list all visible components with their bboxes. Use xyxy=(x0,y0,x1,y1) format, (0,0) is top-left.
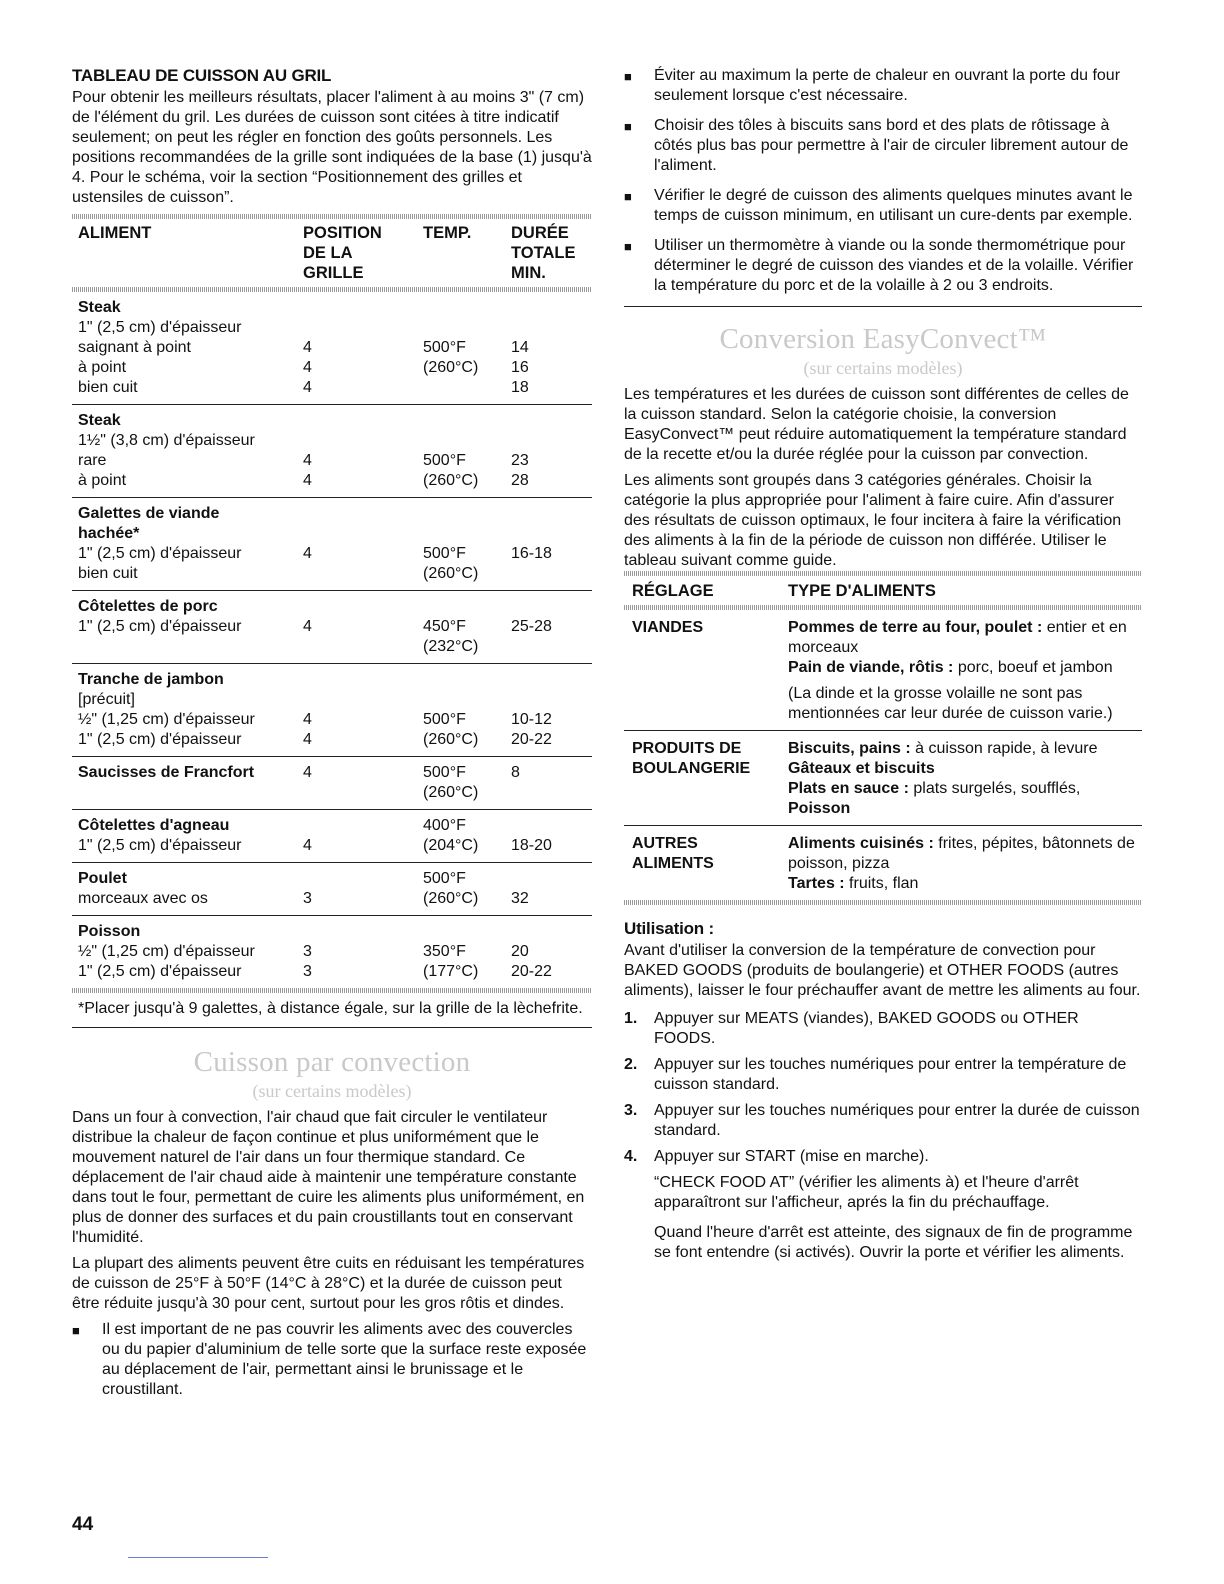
convection-bullet xyxy=(624,236,1142,296)
section-divider xyxy=(624,306,1142,307)
setting-other-l1: AUTRES xyxy=(632,835,698,852)
broil-position-cell: 4 xyxy=(303,359,312,376)
setting-other-l2: ALIMENTS xyxy=(632,855,714,872)
broil-row xyxy=(78,564,592,584)
other-line-2 xyxy=(788,874,1142,894)
baked-line-1-bold: Biscuits, pains : xyxy=(788,740,911,757)
baked-line-1 xyxy=(788,739,1142,759)
broil-row xyxy=(78,318,592,338)
broil-chart-title: TABLEAU DE CUISSON AU GRIL xyxy=(72,66,332,85)
broil-food-cell: 1" (2,5 cm) d'épaisseur xyxy=(78,963,242,980)
broil-row xyxy=(78,836,592,856)
broil-row xyxy=(78,763,592,783)
broil-food-cell: Côtelettes d'agneau xyxy=(78,817,230,834)
broil-time-cell xyxy=(511,318,591,338)
convection-bullet-text: Éviter au maximum la perte de chaleur en ouvrant la porte du four seulement lorsque c'est nécessaire. xyxy=(654,67,1121,104)
meats-line-2 xyxy=(788,658,1142,678)
broil-position-cell xyxy=(303,637,423,657)
broil-row xyxy=(78,730,592,750)
header-position-l2: DE LA xyxy=(303,244,353,262)
broil-time-cell: 28 xyxy=(511,472,529,489)
meats-line-1-bold: Pommes de terre au four, poulet : xyxy=(788,619,1043,636)
usage-steps xyxy=(624,1009,1142,1263)
square-bullet-icon: ■ xyxy=(72,1323,80,1338)
broil-position-cell xyxy=(303,318,423,338)
baked-line-3 xyxy=(788,779,1142,799)
broil-temp-cell: (204°C) xyxy=(423,837,479,854)
broil-group xyxy=(72,664,592,756)
broil-temp-cell: 500°F xyxy=(423,339,466,356)
broil-footnote: *Placer jusqu'à 9 galettes, à distance égale, sur la grille de la lèchefrite. xyxy=(78,1000,583,1017)
broil-position-cell: 4 xyxy=(303,545,312,562)
broil-position-cell xyxy=(303,816,423,836)
broil-temp-cell: 500°F xyxy=(423,764,466,781)
broil-position-cell: 3 xyxy=(303,890,312,907)
broil-food-cell: 1" (2,5 cm) d'épaisseur xyxy=(78,545,242,562)
broil-row xyxy=(78,962,592,982)
other-line-2-bold: Tartes : xyxy=(788,875,845,892)
broil-food-cell: bien cuit xyxy=(78,565,138,582)
broil-time-cell: 20-22 xyxy=(511,731,552,748)
broil-row xyxy=(78,451,592,471)
broil-row xyxy=(78,869,592,889)
broil-temp-cell: 500°F xyxy=(423,711,466,728)
broil-row xyxy=(78,378,592,398)
step-number: 2. xyxy=(624,1056,638,1073)
broil-temp-cell xyxy=(423,318,511,338)
broil-food-cell: 1½" (3,8 cm) d'épaisseur xyxy=(78,432,255,449)
broil-time-cell xyxy=(511,564,591,584)
broil-position-cell xyxy=(303,869,423,889)
step-number: 1. xyxy=(624,1010,638,1027)
header-time xyxy=(511,223,591,283)
header-time-l1: DURÉE xyxy=(511,224,569,242)
broil-food-cell: morceaux avec os xyxy=(78,890,208,907)
broil-temp-cell: (260°C) xyxy=(423,784,479,801)
header-food: ALIMENT xyxy=(78,224,152,242)
broil-group-title: Poisson xyxy=(78,923,141,940)
broil-table-header xyxy=(72,219,592,287)
broil-time-cell: 18-20 xyxy=(511,837,552,854)
convection-bullet-text: Choisir des tôles à biscuits sans bord et des plats de rôtissage à côtés plus bas pour permettre à l'air de circuler librement autour de l'aliment. xyxy=(654,117,1129,174)
broil-row xyxy=(78,617,592,637)
broil-row xyxy=(78,889,592,909)
broil-position-cell xyxy=(303,783,423,803)
convection-bullet xyxy=(624,186,1142,226)
broil-food-cell: Poulet xyxy=(78,870,127,887)
broil-temp-cell: 450°F xyxy=(423,618,466,635)
step-2 xyxy=(624,1055,1142,1095)
broil-time-cell xyxy=(511,690,591,710)
broil-temp-cell: (260°C) xyxy=(423,731,479,748)
footer-rule xyxy=(128,1557,268,1558)
square-bullet-icon: ■ xyxy=(624,119,632,134)
broil-food-cell: 1" (2,5 cm) d'épaisseur xyxy=(78,731,242,748)
setting-baked-l2: BOULANGERIE xyxy=(632,760,751,777)
easyconvect-paragraph-2: Les aliments sont groupés dans 3 catégories générales. Choisir la catégorie la plus appropriée pour l'aliment à faire cuire. Afin d'assurer des résultats de cuisson optimaux, le four incitera à faire la vérification des aliments à la fin de la période de cuisson non différée. Utiliser le tableau suivant comme guide. xyxy=(624,472,1122,569)
broil-time-cell: 14 xyxy=(511,339,529,356)
broil-temp-cell xyxy=(423,378,511,398)
baked-line-3-bold: Plats en sauce : xyxy=(788,780,909,797)
convection-bullet xyxy=(624,116,1142,176)
broil-position-cell: 3 xyxy=(303,963,312,980)
broil-row xyxy=(78,471,592,491)
broil-row xyxy=(78,544,592,564)
broil-time-cell xyxy=(511,637,591,657)
broil-food-cell xyxy=(78,637,303,657)
convect-table-header xyxy=(624,576,1142,605)
broil-position-cell: 4 xyxy=(303,379,312,396)
broil-temp-cell: 350°F xyxy=(423,943,466,960)
broil-temp-cell: (177°C) xyxy=(423,963,479,980)
broil-temp-cell: (260°C) xyxy=(423,472,479,489)
left-column xyxy=(72,66,592,1410)
meats-note: (La dinde et la grosse volaille ne sont pas mentionnées car leur durée de cuisson varie.) xyxy=(788,685,1113,722)
square-bullet-icon: ■ xyxy=(624,189,632,204)
broil-row xyxy=(78,358,592,378)
broil-group xyxy=(72,863,592,915)
broil-position-cell: 4 xyxy=(303,618,312,635)
broil-row xyxy=(78,637,592,657)
convect-table-bottom-rule xyxy=(624,900,1142,905)
broil-food-cell: bien cuit xyxy=(78,379,138,396)
step-4-note-1: “CHECK FOOD AT” (vérifier les aliments à) et l'heure d'arrêt apparaîtront sur l'afficheur, aprés la fin du préchauffage. xyxy=(654,1174,1079,1211)
broil-row xyxy=(78,783,592,803)
convection-bullet-text: Utiliser un thermomètre à viande ou la sonde thermométrique pour déterminer le degré de cuisson des viandes et de la volaille. Vérifier la température du porc et de la volaille à 2 ou 3 endroits. xyxy=(654,237,1134,294)
square-bullet-icon: ■ xyxy=(624,69,632,84)
convect-row-other xyxy=(624,826,1142,900)
broil-row xyxy=(78,690,592,710)
other-line-2-text: fruits, flan xyxy=(844,875,919,892)
broil-group xyxy=(72,810,592,862)
step-number: 4. xyxy=(624,1148,638,1165)
broil-row xyxy=(78,431,592,451)
broil-food-cell: saignant à point xyxy=(78,339,191,356)
broil-time-cell xyxy=(511,869,591,889)
easyconvect-title: Conversion EasyConvect™ xyxy=(719,323,1047,355)
broil-position-cell: 4 xyxy=(303,731,312,748)
convection-paragraph-2: La plupart des aliments peuvent être cuits en réduisant les températures de cuisson de 25°F à 50°F (14°C à 28°C) et la durée de cuisson peut être réduite jusqu'à 30 pour cent, surtout pour les gros rôtis et dindes. xyxy=(72,1255,585,1312)
broil-temp-cell: 500°F xyxy=(423,545,466,562)
usage-title: Utilisation : xyxy=(624,919,714,938)
broil-time-cell: 16-18 xyxy=(511,545,552,562)
broil-food-cell: 1" (2,5 cm) d'épaisseur xyxy=(78,837,242,854)
broil-row xyxy=(78,942,592,962)
convect-row-baked xyxy=(624,731,1142,825)
convection-paragraph-1: Dans un four à convection, l'air chaud que fait circuler le ventilateur distribue la chaleur de façon continue et plus uniformément que le mouvement naturel de l'air dans un four thermique standard. Ce déplacement de l'air chaud aide à maintenir une température constante dans tout le four, permettant de cuire les aliments plus uniformément, en plus de donner des surfaces et du pain croustillants tout en conservant l'humidité. xyxy=(72,1109,585,1246)
baked-line-2-bold: Gâteaux et biscuits xyxy=(788,760,935,777)
broil-position-cell: 4 xyxy=(303,472,312,489)
broil-food-cell: Saucisses de Francfort xyxy=(78,764,255,781)
broil-position-cell xyxy=(303,690,423,710)
broil-time-cell: 8 xyxy=(511,764,520,781)
convect-row-meats xyxy=(624,610,1142,730)
easyconvect-heading xyxy=(624,321,1142,379)
baked-line-2 xyxy=(788,759,1142,779)
broil-group xyxy=(72,498,592,590)
right-column xyxy=(624,66,1142,1273)
convection-bullet-text: Vérifier le degré de cuisson des aliments quelques minutes avant le temps de cuisson minimum, en utilisant un cure-dents par exemple. xyxy=(654,187,1133,224)
broil-food-cell: à point xyxy=(78,472,127,489)
broil-food-cell: rare xyxy=(78,452,107,469)
broil-time-cell: 25-28 xyxy=(511,618,552,635)
broil-temp-cell: 500°F xyxy=(423,452,466,469)
header-setting: RÉGLAGE xyxy=(632,582,714,600)
step-1 xyxy=(624,1009,1142,1049)
broil-group-title: Côtelettes de porc xyxy=(78,598,218,615)
broil-temp-cell: 400°F xyxy=(423,817,466,834)
other-line-1-bold: Aliments cuisinés : xyxy=(788,835,934,852)
step-4-note-2: Quand l'heure d'arrêt est atteinte, des signaux de fin de programme se font entendre (si activés). Ouvrir la porte et vérifier les aliments. xyxy=(654,1224,1133,1261)
broil-temp-cell: (260°C) xyxy=(423,565,479,582)
broil-group-title: hachée* xyxy=(78,525,140,542)
broil-group xyxy=(72,757,592,809)
header-temp: TEMP. xyxy=(423,224,472,242)
convection-bullet xyxy=(624,66,1142,106)
step-text: Appuyer sur START (mise en marche). xyxy=(654,1148,929,1165)
broil-food-cell: ½" (1,25 cm) d'épaisseur xyxy=(78,943,255,960)
step-text: Appuyer sur les touches numériques pour entrer la température de cuisson standard. xyxy=(654,1056,1127,1093)
broil-temp-cell: (260°C) xyxy=(423,359,479,376)
broil-group-title: Steak xyxy=(78,299,121,316)
meats-line-1-text: entier et en morceaux xyxy=(788,619,1127,656)
broil-position-cell: 4 xyxy=(303,711,312,728)
broil-position-cell xyxy=(303,564,423,584)
broil-group-title: Tranche de jambon xyxy=(78,671,224,688)
header-food-type: TYPE D'ALIMENTS xyxy=(788,582,936,600)
step-3 xyxy=(624,1101,1142,1141)
broil-temp-cell xyxy=(423,431,511,451)
convection-bullet-text: Il est important de ne pas couvrir les aliments avec des couvercles ou du papier d'aluminium de telle sorte que la surface reste exposée au déplacement de l'air, permettant ainsi le brunissage et le croustillant. xyxy=(102,1321,587,1398)
broil-time-cell: 10-12 xyxy=(511,711,552,728)
baked-line-4 xyxy=(788,799,1142,819)
header-position-l1: POSITION xyxy=(303,224,382,242)
broil-temp-cell: 500°F xyxy=(423,870,466,887)
meats-line-2-text: porc, boeuf et jambon xyxy=(953,659,1113,676)
step-number: 3. xyxy=(624,1102,638,1119)
broil-table-body xyxy=(72,292,592,988)
broil-group xyxy=(72,591,592,663)
section-divider xyxy=(72,1027,592,1028)
other-line-1 xyxy=(788,834,1142,874)
convection-heading xyxy=(72,1044,592,1102)
broil-temp-cell xyxy=(423,690,511,710)
broil-time-cell: 20-22 xyxy=(511,963,552,980)
broil-time-cell: 16 xyxy=(511,359,529,376)
broil-position-cell xyxy=(303,431,423,451)
setting-meats: VIANDES xyxy=(632,619,704,636)
broil-time-cell: 20 xyxy=(511,943,529,960)
broil-position-cell: 4 xyxy=(303,339,312,356)
convection-title: Cuisson par convection xyxy=(193,1046,471,1078)
baked-line-1-text: à cuisson rapide, à levure xyxy=(910,740,1098,757)
header-position-l3: GRILLE xyxy=(303,264,364,282)
food-type-other xyxy=(788,834,1142,894)
header-time-l3: MIN. xyxy=(511,264,546,282)
broil-row xyxy=(78,816,592,836)
broil-time-cell xyxy=(511,783,591,803)
step-text: Appuyer sur MEATS (viandes), BAKED GOODS ou OTHER FOODS. xyxy=(654,1010,1079,1047)
broil-time-cell xyxy=(511,431,591,451)
usage-intro: Avant d'utiliser la conversion de la température de convection pour BAKED GOODS (produits de boulangerie) et OTHER FOODS (autres aliments), laisser le four préchauffer avant de mettre les aliments au four. xyxy=(624,942,1141,999)
broil-position-cell: 3 xyxy=(303,943,312,960)
broil-row xyxy=(78,338,592,358)
broil-group xyxy=(72,292,592,404)
other-line-1-text: frites, pépites, bâtonnets de poisson, pizza xyxy=(788,835,1135,872)
broil-temp-cell: (260°C) xyxy=(423,890,479,907)
broil-food-cell: à point xyxy=(78,359,127,376)
food-type-meats xyxy=(788,618,1142,724)
broil-group xyxy=(72,916,592,988)
convection-bullet xyxy=(72,1320,592,1400)
broil-row xyxy=(78,710,592,730)
broil-position-cell: 4 xyxy=(303,764,312,781)
broil-time-cell: 23 xyxy=(511,452,529,469)
broil-food-cell xyxy=(78,783,303,803)
header-time-l2: TOTALE xyxy=(511,244,576,262)
square-bullet-icon: ■ xyxy=(624,239,632,254)
easyconvect-paragraph-1: Les températures et les durées de cuisson sont différentes de celles de la cuisson standard. Selon la catégorie choisie, la conversion EasyConvect™ peut réduire automatiquement la température standard de la recette et/ou la durée réglée pour la cuisson par convection. xyxy=(624,386,1129,463)
baked-line-3-text: plats surgelés, soufflés, xyxy=(908,780,1081,797)
broil-time-cell: 18 xyxy=(511,379,529,396)
setting-baked-l1: PRODUITS DE xyxy=(632,740,742,757)
header-position xyxy=(303,223,423,283)
food-type-baked xyxy=(788,739,1142,819)
broil-intro: Pour obtenir les meilleurs résultats, placer l'aliment à au moins 3" (7 cm) de l'élément du gril. Les durées de cuisson sont citées à titre indicatif seulement; on peut les régler en fonction des goûts personnels. Les positions recommandées de la grille sont indiquées de la base (1) jusqu'à 4. Pour le schéma, voir la section “Positionnement des grilles et ustensiles de cuisson”. xyxy=(72,89,592,206)
broil-group-title: Galettes de viande xyxy=(78,505,220,522)
broil-food-cell: 1" (2,5 cm) d'épaisseur xyxy=(78,618,242,635)
broil-time-cell: 32 xyxy=(511,890,529,907)
broil-food-cell: [précuit] xyxy=(78,691,135,708)
step-text: Appuyer sur les touches numériques pour entrer la durée de cuisson standard. xyxy=(654,1102,1140,1139)
convection-subtitle: (sur certains modèles) xyxy=(252,1081,412,1101)
setting-baked xyxy=(632,739,788,819)
step-4 xyxy=(624,1147,1142,1167)
page-number: 44 xyxy=(72,1514,94,1535)
broil-temp-cell: (232°C) xyxy=(423,638,479,655)
broil-food-cell: 1" (2,5 cm) d'épaisseur xyxy=(78,319,242,336)
broil-group xyxy=(72,405,592,497)
baked-line-4-bold: Poisson xyxy=(788,800,851,817)
broil-food-cell: ½" (1,25 cm) d'épaisseur xyxy=(78,711,255,728)
easyconvect-subtitle: (sur certains modèles) xyxy=(803,358,963,378)
setting-other xyxy=(632,834,788,894)
broil-group-title: Steak xyxy=(78,412,121,429)
broil-position-cell: 4 xyxy=(303,452,312,469)
broil-position-cell: 4 xyxy=(303,837,312,854)
broil-time-cell xyxy=(511,816,591,836)
meats-line-1 xyxy=(788,618,1142,658)
meats-line-2-bold: Pain de viande, rôtis : xyxy=(788,659,954,676)
